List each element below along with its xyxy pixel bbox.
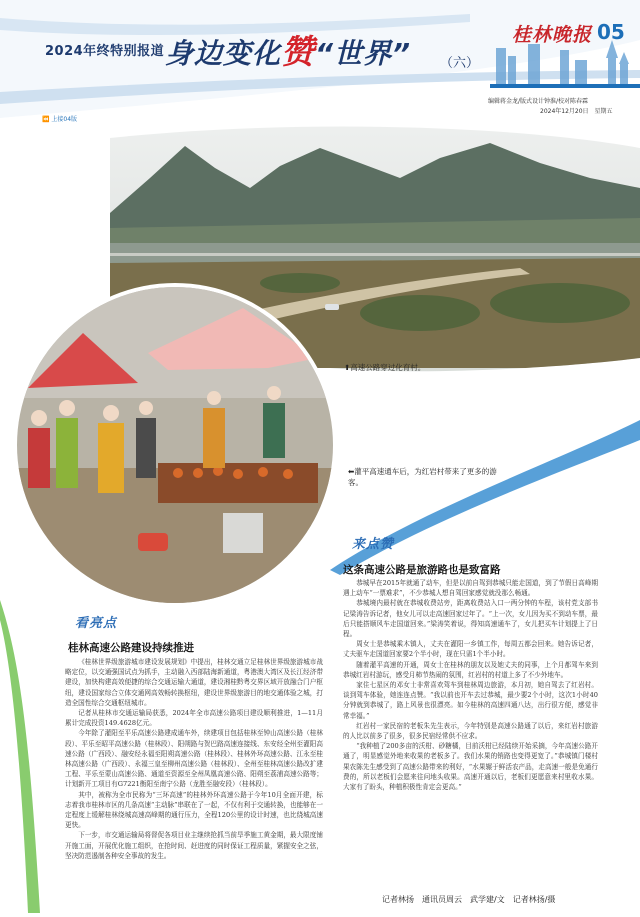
market-caption-text: 灌平高速通车后，为红岩村带来了更多的游客。 — [348, 467, 497, 487]
headline-right: 这条高速公路是旅游路也是致富路 — [343, 564, 501, 576]
up-arrow-icon: ⬆ — [344, 363, 351, 372]
page-number: 05 — [597, 20, 625, 44]
article-body-left — [65, 657, 323, 861]
paragraph: “我种植了200多亩的沃柑、砂糖橘，目前沃柑已经陆续开始采摘，今年高速公路开通了，明显感觉外地来收果的老板多了。我们水果的销路也变得更宽了。”恭城镇门楼村果农陈先生感受到了高速公路带来的利好，“水果辗于鲜活农产品，走高速一般是免通行费的，所以老板们会愿来往问地头收果。高速开通以后，老板们更愿意来村里收水果。大家有了盼头，种植积极性肯定会更高。” — [343, 742, 598, 792]
section-badge-left: 看亮点 — [75, 616, 118, 631]
paragraph: 家住七星区的邓女士非常喜欢驾车到桂林周边旅游，本月初，她自驾去了红岩村。谈到驾车体验，她连连点赞。“我以前也开车去过恭城，最少要2个小时，这次1小时40分钟就到恭城了，路上风景也很漂亮。如今桂林的高速四通八达，出行很方便，感觉非常幸福。” — [343, 681, 598, 720]
paragraph: 其中，被称为全市民称为“三环高速”的桂林外环高速公路于今年10月全面开建，标志着我市桂林市区的几条高速“主动脉”串联在了一起，不仅有利于交通转换，也能够在一定程度上缓解桂林绕城高速高峰期的通行压力，全程120公里的设计时速，也比绕城高速更快。 — [65, 790, 323, 830]
issue-date: 2024年12月20日 星期五 — [540, 108, 613, 115]
article-body-right — [343, 578, 598, 792]
paragraph: 红岩村一家民宿的老板朱先生表示，今年特别是高速公路通了以后，来红岩村旅游的人比以前多了很多，很多民宿经常供不应求。 — [343, 721, 598, 741]
continued-note-text: 上接04版 — [51, 116, 78, 123]
page-title — [165, 26, 411, 73]
paragraph: 记者从桂林市交通运输局获悉，2024年全市高速公路项目建设顺利推进，1—11月累计完成投资149.4628亿元。 — [65, 709, 323, 728]
headline-left: 桂林高速公路建设持续推进 — [68, 642, 194, 654]
highway-caption — [344, 362, 544, 373]
series-label: 2024年终特别报道 — [45, 44, 165, 59]
paragraph: 今年除了灌阳至平乐高速公路建成通车外，续建项目包括桂林至钟山高速公路（桂林段）、平乐至昭平高速公路（桂林段）、阳朔路与贺巴路高速连接线、东安经全州至灌阳高速公路（广西段）、融安经永福至阳朔高速公路（桂林段）、桂林外环高速公路、江永至桂林高速公路（广西段）、永福三皇至柳州高速公路（桂林段）、全州至桂林高速公路改扩建工程、平乐至蒙山高速公路、通道至资源至全州凤凰高速公路、阳朔至荔浦高速公路等；计划新开工项目有G7221衡阳至南宁公路（龙胜至融安段）（桂林段）。 — [65, 729, 323, 789]
series-part: （六） — [440, 56, 480, 71]
title-part2: “世界” — [315, 37, 412, 70]
paragraph: 《桂林世界级旅游城市建设发展规划》中提出，桂林交通立足桂林世界级旅游城市战略定位，以交通强国试点为抓手，主动融入西部陆海新通道，粤港澳大湾区及长江经济带建设，加快构建高效便捷的综合交通运输大通道，建设湘桂黔粤交界区域开放融合门户枢纽，建设国家综合立体交通网高效畅转换枢纽，建设世界级旅游目的地交通体验之城，打造全国性综合交通枢纽城市。 — [65, 658, 323, 707]
paragraph: 恭城早在2015年就通了动车，但是以前自驾到恭城只能走国道，到了节假日高峰期遇上动车“一票难求”，不少恭城人想自驾回家感觉就没那么畅通。 — [343, 579, 598, 598]
title-part1: 身边变化 — [165, 37, 282, 70]
highway-caption-text: 高速公路穿过化育村。 — [350, 363, 426, 372]
paragraph: 恭城境内最村就在恭城收费站旁，距离收费站入口一两分钟的车程，该村党支部书记梁涛告诉记者，他女儿可以走高速回家过年了。“上一次，女儿因为买不到动车票，最后只能搭顺风车走国道回来。”梁涛笑着说，得知高速通车了，女儿把买车计划提上了日程。 — [343, 599, 598, 639]
continued-note[interactable] — [42, 114, 77, 123]
double-left-arrow-icon: ⏪ — [42, 116, 52, 123]
section-badge-right: 来点赞 — [352, 537, 395, 552]
paragraph: 周女士是恭城乘木镇人，丈夫在灌阳一乡镇工作，每周五都会回来。她告诉记者，丈夫驱车走国道回家要2个半小时，现在只需1个半小时。 — [343, 640, 598, 659]
byline: 记者林扬 通讯员周云 武学建/文 记者林扬/摄 — [382, 895, 556, 904]
masthead-logo: 桂林晚报 — [512, 24, 593, 46]
title-highlight: 赞 — [281, 32, 316, 71]
paragraph: 随着灌平高速的开通，周女士在桂林的朋友以及她丈夫的同事，上个月都驾车来到恭城红岩村游玩，感受月柿节热闹的氛围，红岩村的村道上多了不少外地车。 — [343, 660, 598, 679]
left-arrow-icon: ⬅ — [348, 467, 355, 476]
editor-credits: 编辑蒋金龙/版式设计钟淮/校对陈春霖 — [488, 98, 589, 105]
paragraph: 下一步，市交通运输局将督促各项目业主继续抢抓当前旱季施工黄金期，最大限度铺开施工面，开展优化施工组织，在抢时间、赶进度的同时保证工程质量，紧握安全之弦，坚决防范遏制各种安全事故的发生。 — [65, 831, 323, 860]
